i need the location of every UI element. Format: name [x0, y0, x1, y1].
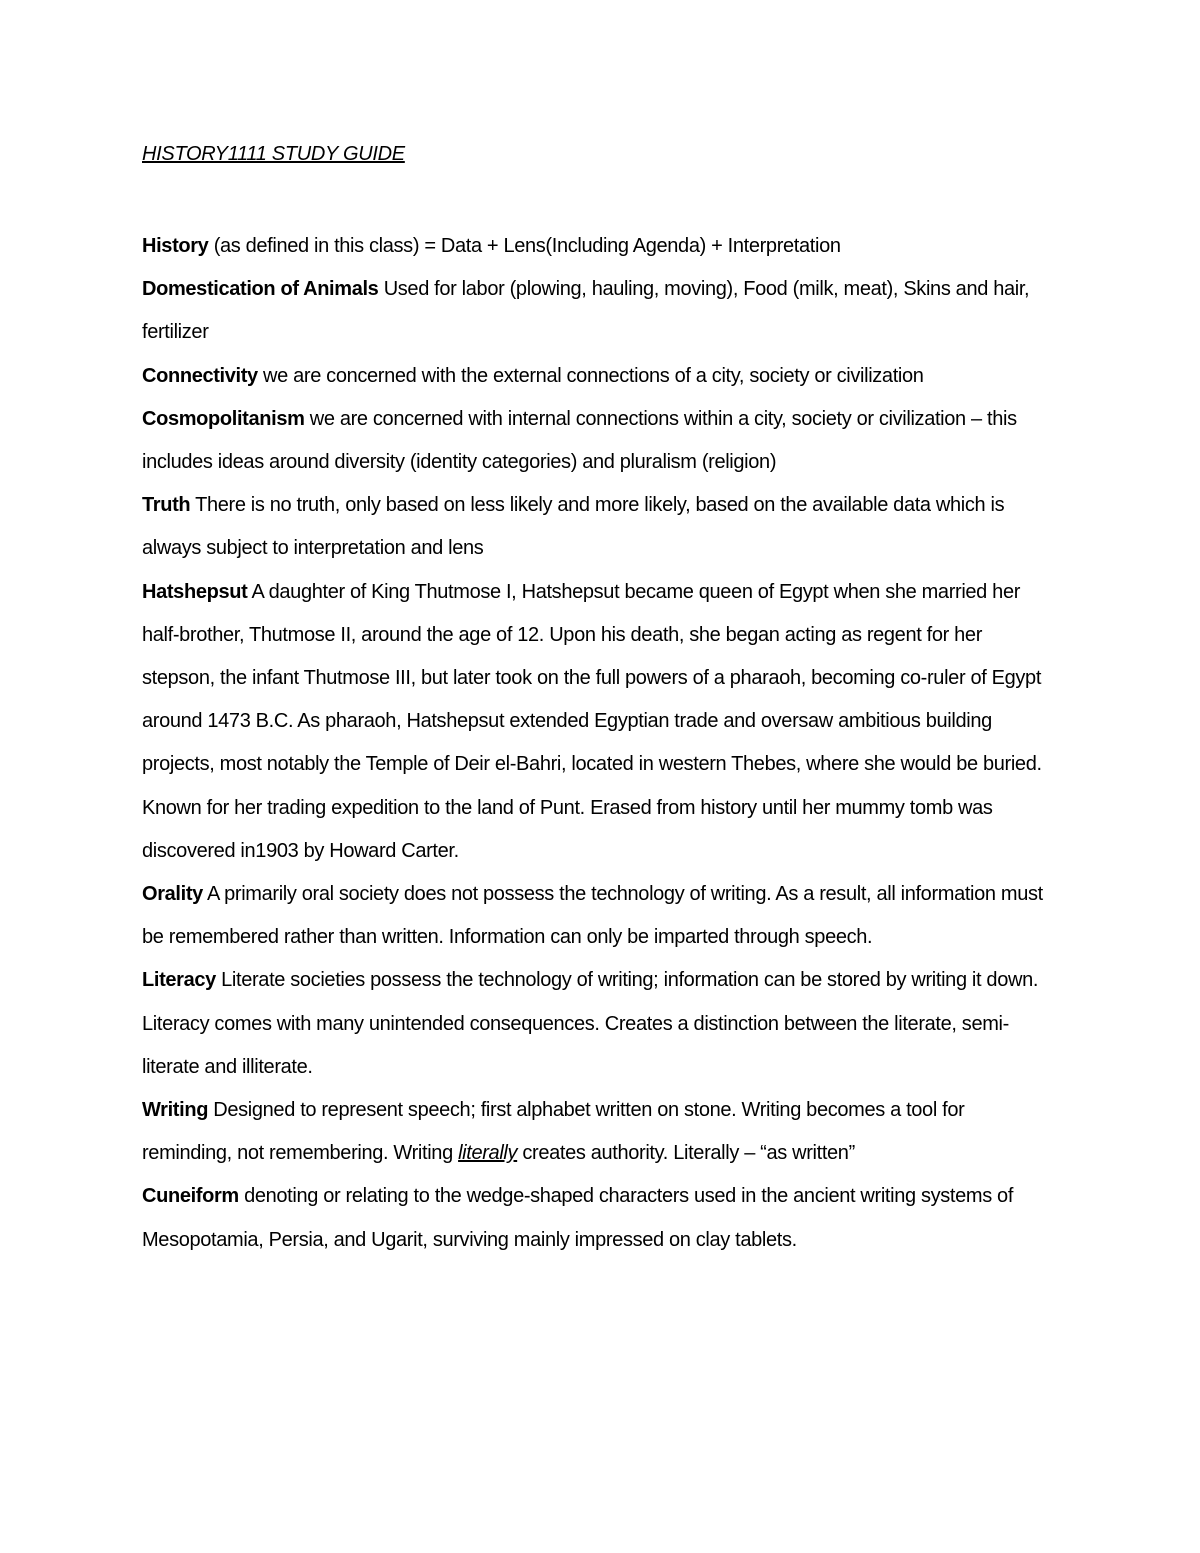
entry-literacy	[142, 959, 1057, 1089]
entry-definition: Literate societies possess the technology of writing; information can be stored by writing it down. Literacy comes with many unintended consequences. Creates a distinction between the literate, semi-literate and illiterate.	[142, 969, 1039, 1078]
entry-hatshepsut	[142, 571, 1057, 873]
entry-domestication-of-animals	[142, 268, 1057, 354]
entry-cosmopolitanism	[142, 398, 1057, 484]
entry-term: Domestication of Animals	[142, 278, 379, 301]
entry-term: History	[142, 235, 209, 257]
entry-term: Truth	[142, 494, 191, 517]
document-body	[142, 225, 1057, 1262]
entry-orality	[142, 873, 1057, 959]
entry-truth	[142, 484, 1057, 570]
entry-term: Hatshepsut	[142, 580, 248, 603]
emphasized-word: literally	[458, 1142, 518, 1165]
entry-term: Literacy	[142, 969, 216, 992]
entry-term: Connectivity	[142, 364, 258, 387]
entry-term: Cuneiform	[142, 1185, 239, 1208]
entry-connectivity	[142, 355, 1057, 398]
entry-definition: (as defined in this class) = Data + Lens(Including Agenda) + Interpretation	[213, 235, 841, 257]
entry-term: Writing	[142, 1099, 209, 1122]
entry-definition: we are concerned with the external connections of a city, society or civilization	[263, 364, 924, 387]
document-title: HISTORY1111 STUDY GUIDE	[142, 143, 405, 165]
entry-term: Orality	[142, 883, 203, 906]
entry-definition-after: creates authority. Literally – “as written”	[522, 1142, 855, 1165]
entry-definition: There is no truth, only based on less likely and more likely, based on the available data which is always subject to interpretation and lens	[142, 494, 1005, 560]
entry-definition: A daughter of King Thutmose I, Hatshepsut became queen of Egypt when she married her half-brother, Thutmose II, around the age of 12. Upon his death, she began acting as regent for her stepson, the infant Thutmose III, but later took on the full powers of a pharaoh, becoming co-ruler of Egypt around 1473 B.C. As pharaoh, Hatshepsut extended Egyptian trade and oversaw ambitious building projects, most notably the Temple of Deir el-Bahri, located in western Thebes, where she would be buried. Known for her trading expedition to the land of Punt. Erased from history until her mummy tomb was discovered in1903 by Howard Carter.	[142, 580, 1042, 862]
entry-term: Cosmopolitanism	[142, 407, 305, 430]
entry-cuneiform	[142, 1175, 1057, 1261]
entry-definition: denoting or relating to the wedge-shaped characters used in the ancient writing systems of Mesopotamia, Persia, and Ugarit, surviving mainly impressed on clay tablets.	[142, 1185, 1014, 1251]
entry-definition: we are concerned with internal connections within a city, society or civilization – this includes ideas around diversity (identity categories) and pluralism (religion)	[142, 407, 1017, 474]
entry-definition: Used for labor (plowing, hauling, moving), Food (milk, meat), Skins and hair, fertilizer	[142, 278, 1030, 344]
entry-definition: A primarily oral society does not possess the technology of writing. As a result, all information must be remembered rather than written. Information can only be imparted through speech.	[142, 883, 1043, 949]
entry-writing	[142, 1089, 1057, 1175]
entry-history	[142, 225, 1057, 268]
entry-definition-before: Designed to represent speech; first alphabet written on stone. Writing becomes a tool for reminding, not remembering. Writing	[142, 1099, 965, 1165]
